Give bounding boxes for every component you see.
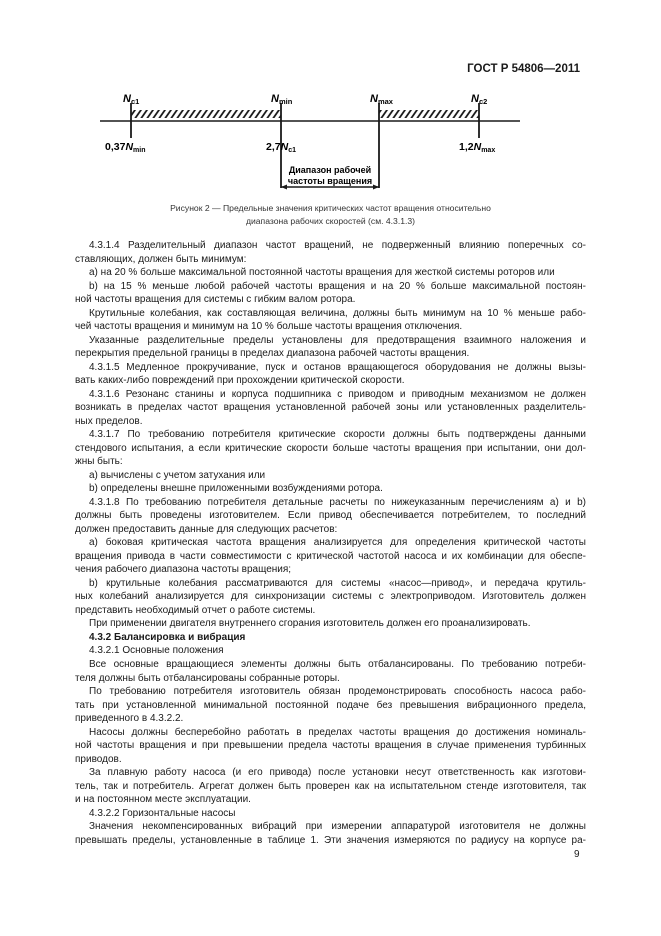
text-line: ных колебаний анализируется для синхронизации системы с электроприводом. Изготовитель должен (75, 591, 586, 603)
text-line: а) вычислены с учетом затухания или (89, 469, 266, 481)
text-line: приводов. (75, 753, 122, 765)
text-line: 4.3.2.1 Основные положения (89, 645, 224, 657)
critical-speed-diagram (0, 0, 661, 200)
text-line: возникать в пределах частот вращения установленной рабочей зоны или установленных разделитель- (75, 402, 586, 414)
text-line: Значения некомпенсированных вибраций при измерении аппаратурой изготовителя не должны (89, 821, 586, 833)
text-line: жны быть: (75, 456, 123, 468)
hatch-zone-high (379, 110, 479, 118)
label-nc2: Nc2 (471, 93, 488, 106)
text-line: чения рабочего диапазона частоты вращения; (75, 564, 292, 576)
text-line: По требованию потребителя изготовитель обязан продемонстрировать способность насоса рабо- (89, 686, 586, 698)
figure-caption-line2: диапазона рабочих скоростей (см. 4.3.1.3) (245, 216, 416, 226)
text-line: должен предоставить данные для следующих расчетов: (75, 523, 338, 535)
label-27nc1: 2,7Nc1 (266, 141, 296, 154)
text-line: чей частоты вращения и минимум на 10 % больше частоты вращения отключения. (75, 321, 463, 333)
text-line: Насосы должны бесперебойно работать в пределах частоты вращения до достижения номиналь- (89, 726, 586, 738)
range-label-line2: частоты вращения (287, 176, 373, 186)
text-line: и на постоянном месте эксплуатации. (75, 794, 251, 806)
text-line: превышать пределы, установленные в таблице 1. Эти значения измеряются по радиусу на корпусе ра- (75, 834, 586, 846)
text-line: тать при установленной минимальной постоянной подаче без превышения вибрационного предела, (75, 699, 586, 711)
text-line: 4.3.2 Балансировка и вибрация (89, 631, 246, 643)
text-line: а) на 20 % больше максимальной постоянной частоты вращения для жесткой системы роторов или (89, 267, 555, 279)
text-line: При применении двигателя внутреннего сгорания изготовитель должен его проанализировать. (89, 618, 531, 630)
text-line: 4.3.1.5 Медленное прокручивание, пуск и останов вращающегося оборудования не должны вызы- (89, 361, 586, 373)
text-line: перекрытия предельной границы в пределах диапазона рабочей частоты вращения. (75, 348, 470, 360)
text-line: 4.3.1.4 Разделительный диапазон частот вращений, не подверженный влиянию поперечных со- (89, 240, 586, 251)
text-line: b) определены внешне приложенными возбуждениями ротора. (89, 483, 383, 495)
range-label-line1: Диапазон рабочей (288, 165, 372, 175)
text-line: 4.3.2.2 Горизонтальные насосы (89, 807, 236, 819)
text-line: ных пределов. (75, 415, 143, 427)
text-line: За плавную работу насоса (и его привода) после установки несут ответственность как изготови- (89, 767, 586, 779)
label-nmin: Nmin (271, 93, 293, 106)
text-line: Указанные разделительные пределы установлены для предотвращения взаимного наложения и (89, 334, 586, 346)
text-line: ной частоты вращения и при превышении предела частоты вращения в случае применения турбинных (75, 740, 586, 752)
text-line: ставляющих, должен быть минимум: (75, 253, 247, 265)
text-line: а) боковая критическая частота вращения анализируется для определения критической частоты (89, 537, 586, 549)
page-number: 9 (574, 849, 580, 860)
text-line: Крутильные колебания, как составляющая величина, должны быть минимум на 10 % меньше рабо- (89, 307, 586, 319)
text-line: должны быть проведены изготовителем. Если привод обеспечивается потребителем, то последний (75, 510, 586, 522)
label-037nmin: 0,37Nmin (105, 141, 146, 154)
document-code: ГОСТ Р 54806—2011 (467, 63, 580, 75)
hatch-zone-low (131, 110, 281, 118)
text-line: теля должны быть отбалансированы собранные роторы. (75, 672, 340, 684)
text-line: b) на 15 % меньше любой рабочей частоты вращения и на 20 % больше максимальной постоян- (89, 280, 586, 292)
text-line: стендового испытания, а если критические скорости больше частоты вращения при испытании, они дол- (75, 442, 586, 454)
body-text (75, 239, 586, 847)
text-line: вать каких-либо повреждений при прохождении критической скорости. (75, 375, 405, 387)
text-line: 4.3.1.7 По требованию потребителя критические скорости должны быть подтверждены данными (89, 429, 586, 441)
text-line: Все основные вращающиеся элементы должны быть отбалансированы. По требованию потреби- (89, 658, 586, 670)
figure-caption-line1: Рисунок 2 — Предельные значения критических частот вращения относительно (170, 203, 491, 213)
label-nc1: Nc1 (123, 93, 140, 106)
text-line: представить необходимый отчет о работе системы. (75, 604, 316, 616)
text-line: ной частоты вращения для системы с гибким валом ротора. (75, 294, 356, 306)
text-line: приведенного в 4.3.2.2. (75, 713, 184, 725)
text-line: b) крутильные колебания рассматриваются для системы «насос—привод», и передача крутиль- (89, 577, 586, 589)
label-nmax: Nmax (370, 93, 393, 106)
text-line: 4.3.1.8 По требованию потребителя детальные расчеты по нижеуказанным перечислениям а) и b) (89, 496, 586, 508)
label-12nmax: 1,2Nmax (459, 141, 496, 154)
text-line: вращения привода в части совместимости с критической частотой насоса и их комбинации для обеспе- (75, 550, 586, 562)
text-line: 4.3.1.6 Резонанс станины и корпуса подшипника с приводом и приводным механизмом не должен (89, 388, 586, 400)
text-line: тель, так и потребитель. Агрегат должен быть проверен как на испытательном стенде изготовителя, так (75, 780, 586, 792)
